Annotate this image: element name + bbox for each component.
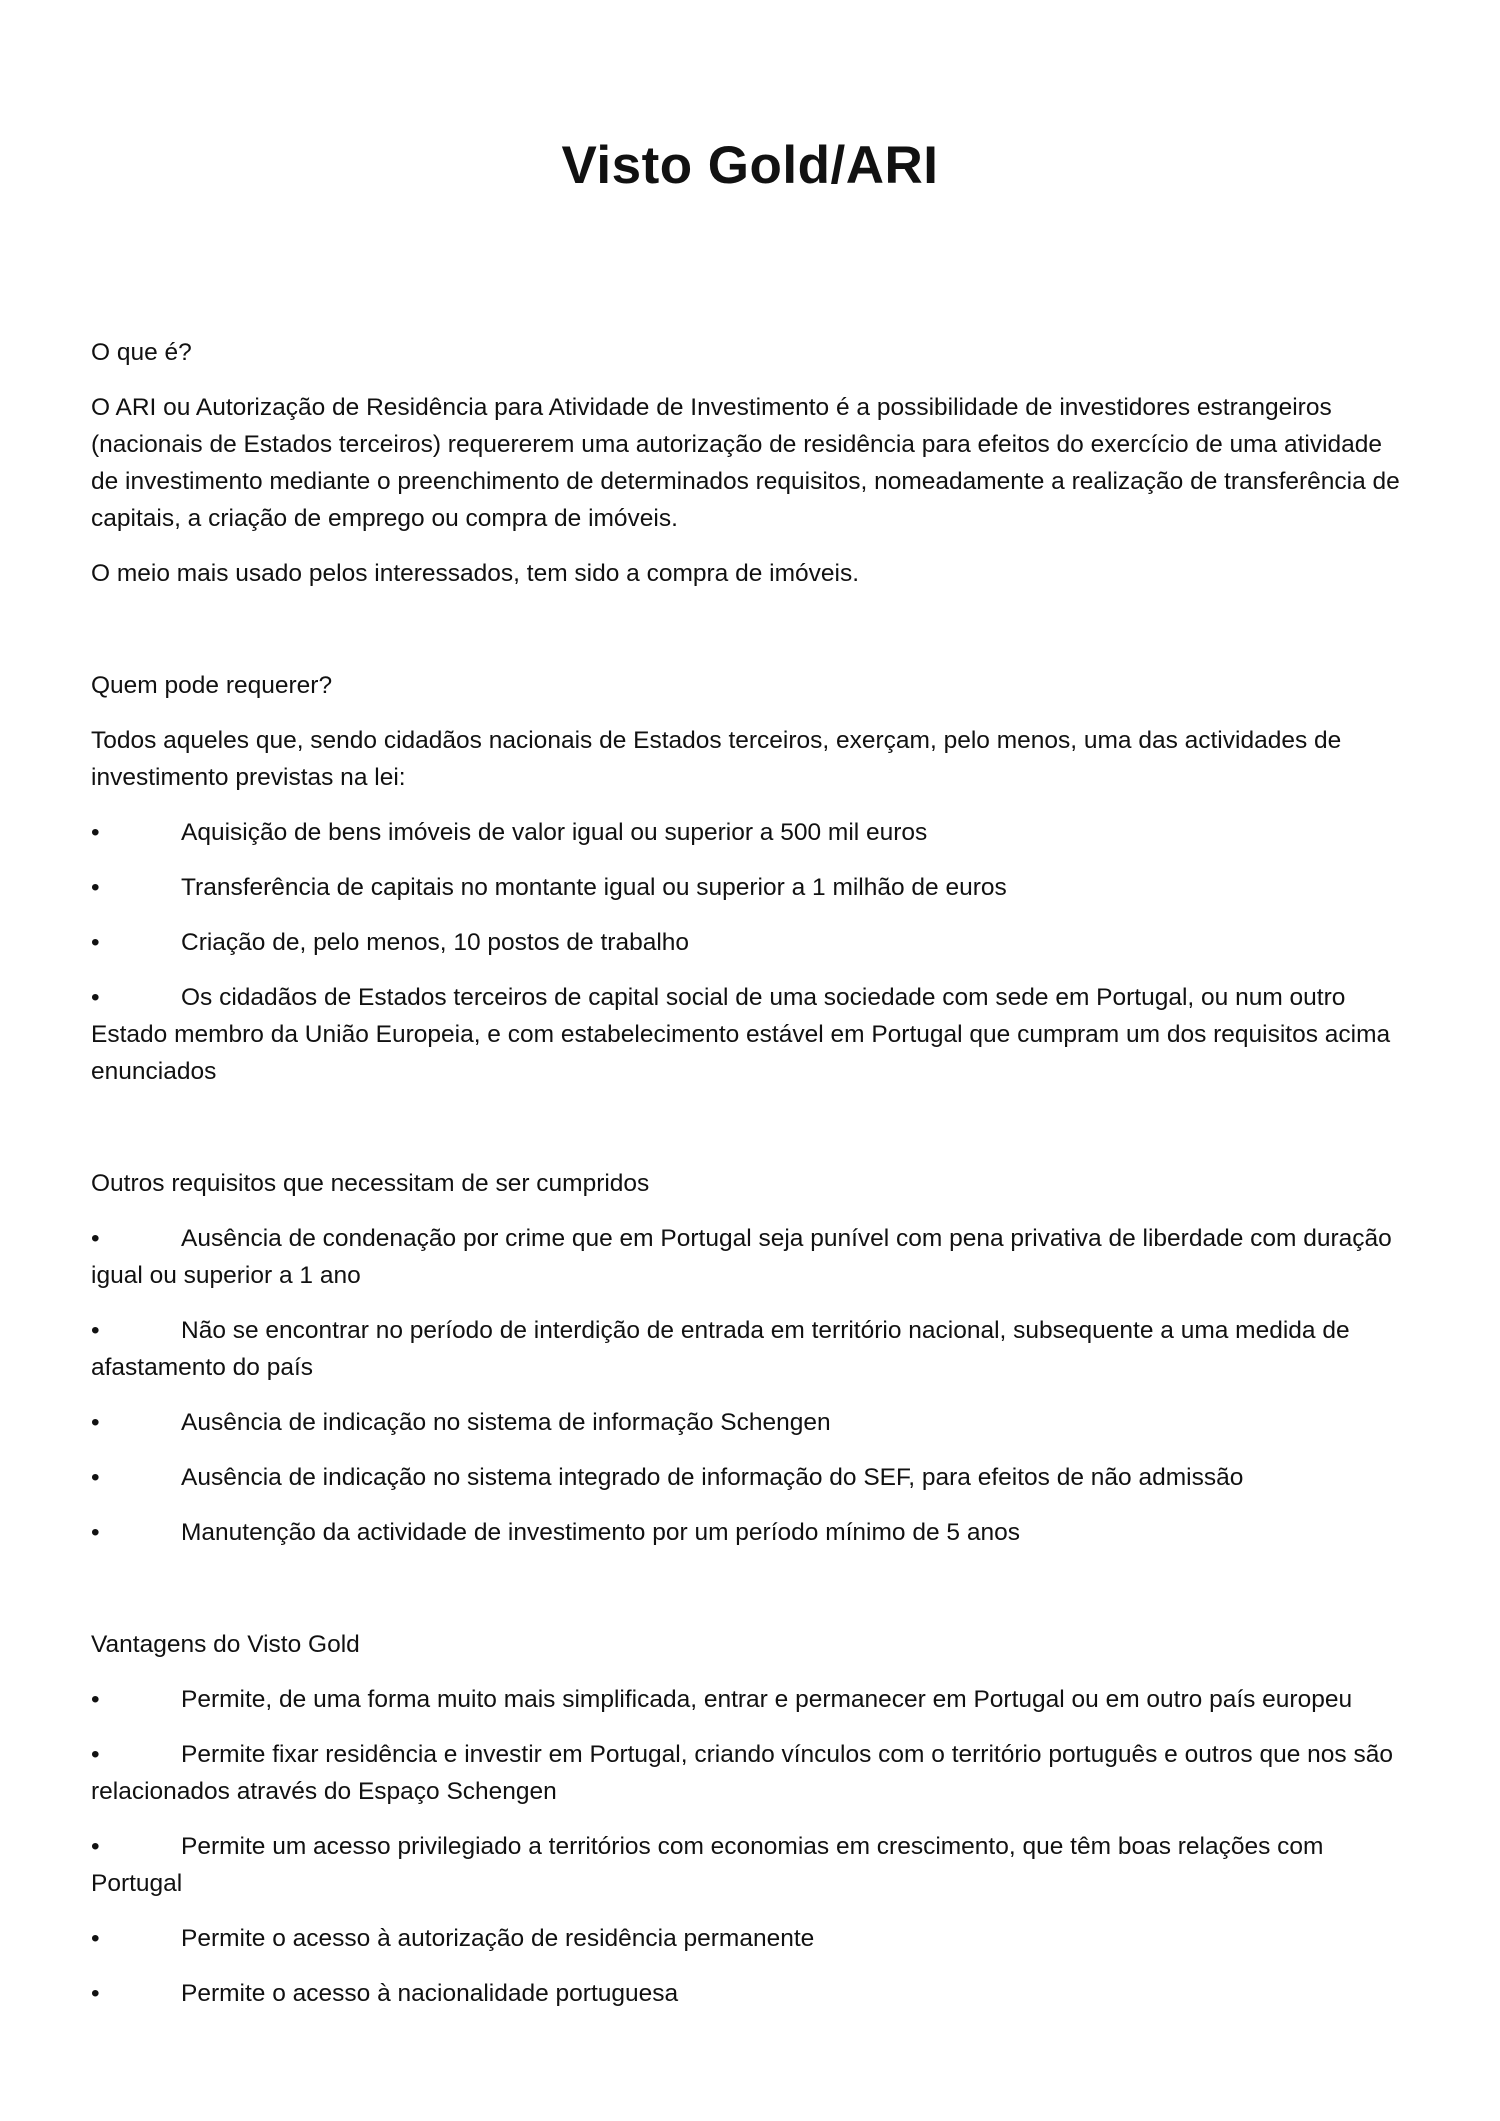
list-item-text: Ausência de indicação no sistema integrado de informação do SEF, para efeitos de não admissão xyxy=(181,1464,1244,1491)
list-item xyxy=(91,1681,1409,1718)
bullet-icon: • xyxy=(91,1741,100,1768)
bullet-icon: • xyxy=(91,1225,100,1252)
paragraph-ari-definition: O ARI ou Autorização de Residência para Atividade de Investimento é a possibilidade de investidores estrangeiros (nacionais de Estados terceiros) requererem uma autorização de residência para efeitos do exercício de uma atividade de investimento mediante o preenchimento de determinados requisitos, nomeadamente a realização de transferência de capitais, a criação de emprego ou compra de imóveis. xyxy=(91,394,1400,532)
list-item xyxy=(91,1404,1409,1441)
list-item xyxy=(91,1312,1409,1386)
paragraph-most-used-means: O meio mais usado pelos interessados, tem sido a compra de imóveis. xyxy=(91,560,860,587)
list-item xyxy=(91,1920,1409,1957)
bullet-icon: • xyxy=(91,1409,100,1436)
list-item-text: Permite fixar residência e investir em Portugal, criando vínculos com o território português e outros que nos são relacionados através do Espaço Schengen xyxy=(91,1741,1393,1805)
bullet-icon: • xyxy=(91,1519,100,1546)
bullet-icon: • xyxy=(91,1464,100,1491)
list-item-text: Ausência de indicação no sistema de informação Schengen xyxy=(181,1409,831,1436)
list-item-text: Ausência de condenação por crime que em Portugal seja punível com pena privativa de liberdade com duração igual ou superior a 1 ano xyxy=(91,1225,1392,1289)
section-heading-other-requirements: Outros requisitos que necessitam de ser cumpridos xyxy=(91,1170,650,1197)
list-item xyxy=(91,1220,1409,1294)
list-item xyxy=(91,924,1409,961)
list-item-text: Os cidadãos de Estados terceiros de capital social de uma sociedade com sede em Portugal, ou num outro Estado membro da União Europeia, e com estabelecimento estável em Portugal que cumpram um dos requisitos acima enunciados xyxy=(91,984,1391,1085)
bullet-icon: • xyxy=(91,984,100,1011)
list-item-text: Permite um acesso privilegiado a territórios com economias em crescimento, que têm boas relações com Portugal xyxy=(91,1833,1324,1897)
list-item xyxy=(91,1459,1409,1496)
list-item xyxy=(91,1975,1409,2012)
list-item xyxy=(91,814,1409,851)
paragraph-who-can-apply-intro: Todos aqueles que, sendo cidadãos nacionais de Estados terceiros, exerçam, pelo menos, uma das actividades de investimento previstas na lei: xyxy=(91,727,1342,791)
bullet-icon: • xyxy=(91,874,100,901)
list-item-text: Criação de, pelo menos, 10 postos de trabalho xyxy=(181,929,690,956)
list-item xyxy=(91,1736,1409,1810)
bullet-icon: • xyxy=(91,1925,100,1952)
bullet-icon: • xyxy=(91,819,100,846)
list-item-text: Permite o acesso à nacionalidade portuguesa xyxy=(181,1980,679,2007)
bullet-icon: • xyxy=(91,1686,100,1713)
section-heading-advantages: Vantagens do Visto Gold xyxy=(91,1631,360,1658)
list-item-text: Transferência de capitais no montante igual ou superior a 1 milhão de euros xyxy=(181,874,1007,901)
document-title: Visto Gold/ARI xyxy=(561,136,939,195)
bullet-icon: • xyxy=(91,1833,100,1860)
list-item-text: Aquisição de bens imóveis de valor igual ou superior a 500 mil euros xyxy=(181,819,928,846)
list-item xyxy=(91,1514,1409,1551)
list-item xyxy=(91,979,1409,1090)
section-heading-who-can-apply: Quem pode requerer? xyxy=(91,672,333,699)
list-item-text: Manutenção da actividade de investimento por um período mínimo de 5 anos xyxy=(181,1519,1020,1546)
list-item xyxy=(91,869,1409,906)
bullet-icon: • xyxy=(91,1317,100,1344)
list-item-text: Não se encontrar no período de interdição de entrada em território nacional, subsequente a uma medida de afastamento do país xyxy=(91,1317,1350,1381)
bullet-icon: • xyxy=(91,929,100,956)
section-heading-what-is: O que é? xyxy=(91,339,192,366)
list-item xyxy=(91,1828,1409,1902)
list-item-text: Permite o acesso à autorização de residência permanente xyxy=(181,1925,815,1952)
bullet-icon: • xyxy=(91,1980,100,2007)
list-item-text: Permite, de uma forma muito mais simplificada, entrar e permanecer em Portugal ou em outro país europeu xyxy=(181,1686,1353,1713)
